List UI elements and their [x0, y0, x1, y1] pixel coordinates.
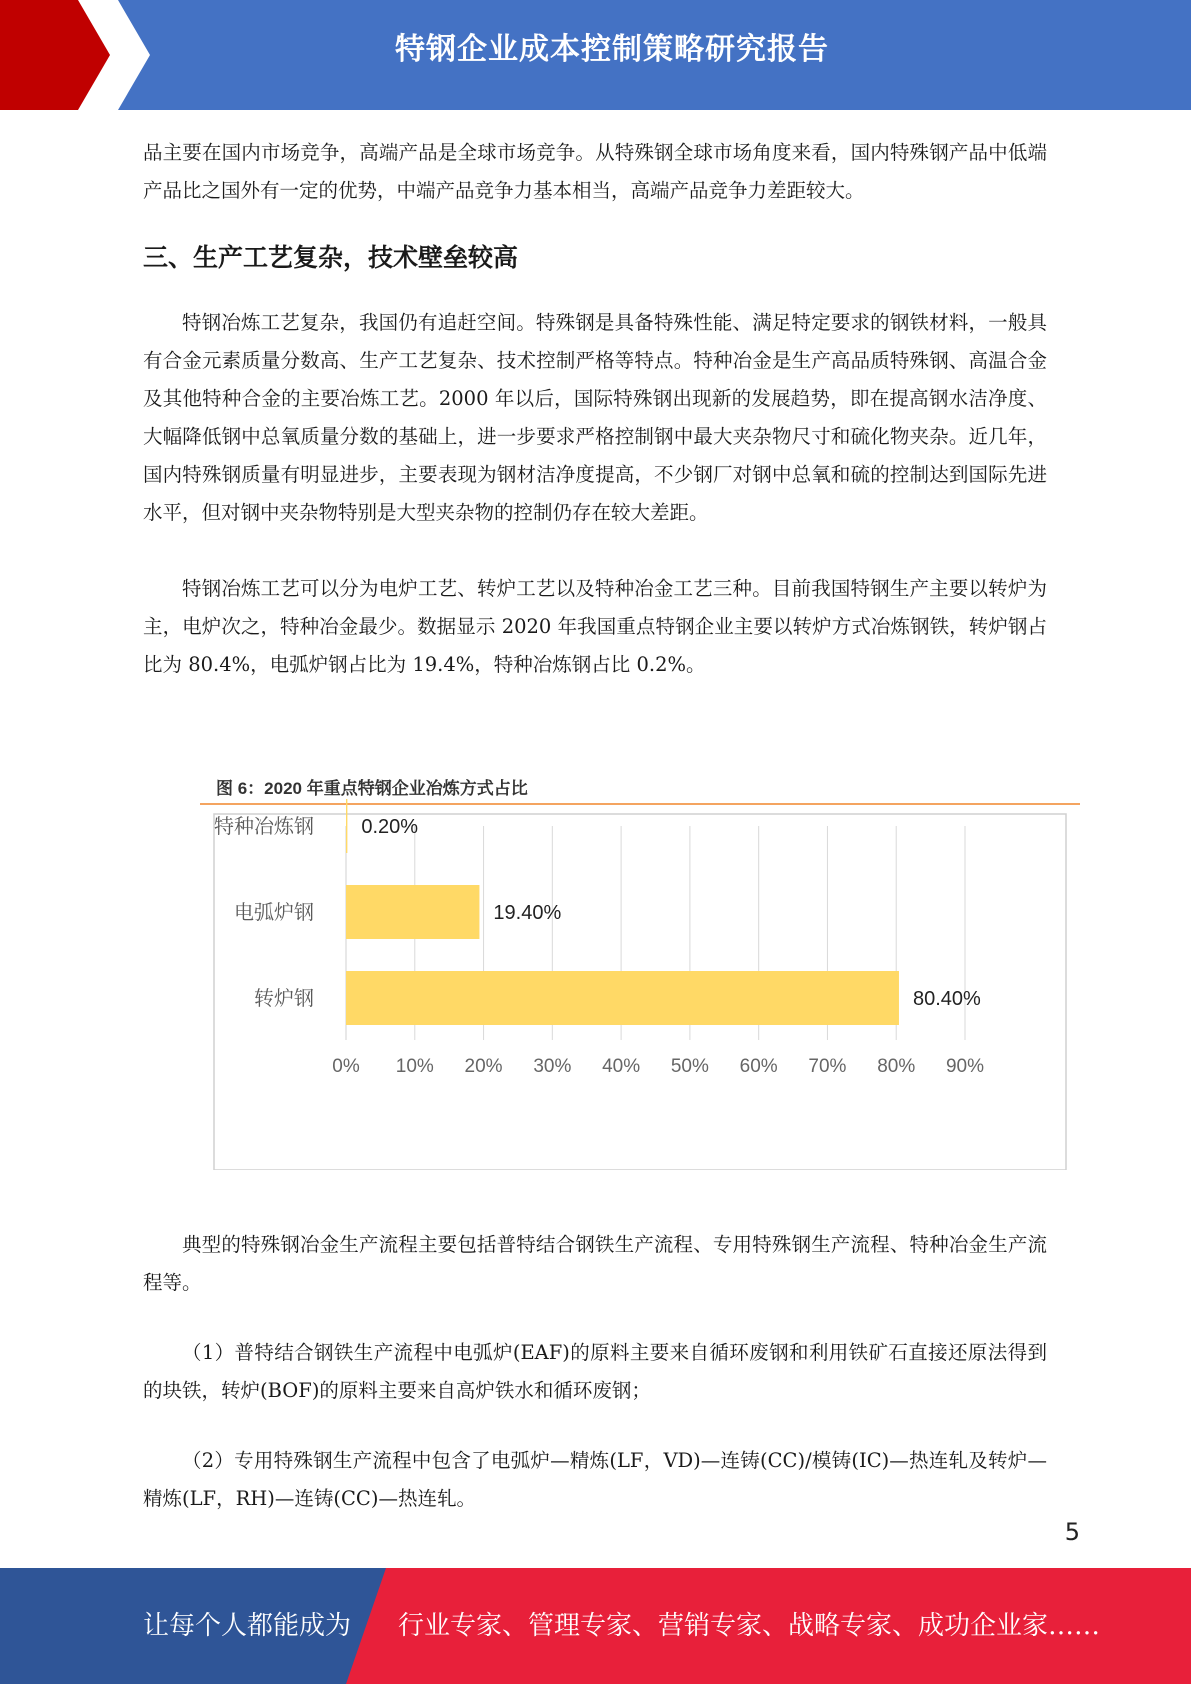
bar-1 — [346, 799, 347, 853]
category-label: 特种冶炼钢 — [214, 816, 314, 838]
x-tick-label: 70% — [808, 1056, 847, 1077]
document-body — [143, 130, 1047, 684]
section-heading: 三、生产工艺复杂，技术壁垒较高 — [143, 243, 519, 272]
paragraph-flow-1: （1）普特结合钢铁生产流程中电弧炉(EAF)的原料主要来自循环废钢和利用铁矿石直接还原法得到的块铁，转炉(BOF)的原料主要来自高炉铁水和循环废钢； — [143, 1341, 1047, 1402]
page-number: 5 — [1064, 1518, 1080, 1546]
bar-3 — [346, 971, 899, 1025]
page-header — [0, 0, 1191, 110]
x-tick-label: 50% — [670, 1056, 709, 1077]
x-tick-label: 80% — [877, 1056, 916, 1077]
data-label: 0.20% — [361, 816, 419, 838]
report-title: 特钢企业成本控制策略研究报告 — [395, 32, 829, 67]
x-tick-label: 40% — [602, 1056, 641, 1077]
bar-chart-svg — [200, 760, 1080, 1170]
category-label: 转炉钢 — [254, 988, 314, 1010]
footer-slogan-right: 行业专家、管理专家、营销专家、战略专家、成功企业家…… — [398, 1611, 1101, 1641]
data-label: 80.40% — [912, 988, 981, 1010]
document-body-continued — [143, 1226, 1047, 1518]
paragraph-typical-flows: 典型的特殊钢冶金生产流程主要包括普特结合钢铁生产流程、专用特殊钢生产流程、特种冶金生产流程等。 — [143, 1233, 1047, 1294]
category-label: 电弧炉钢 — [234, 902, 314, 924]
page-footer — [0, 1568, 1191, 1684]
x-tick-label: 30% — [533, 1056, 572, 1077]
smelting-method-chart — [200, 760, 1080, 1170]
footer-slogan-left: 让每个人都能成为 — [143, 1611, 352, 1641]
data-label: 19.40% — [493, 902, 562, 924]
x-tick-label: 60% — [739, 1056, 778, 1077]
x-tick-label: 20% — [464, 1056, 503, 1077]
paragraph-smelting-methods: 特钢冶炼工艺可以分为电炉工艺、转炉工艺以及特种冶金工艺三种。目前我国特钢生产主要以转炉为主，电炉次之，特种冶金最少。数据显示 2020 年我国重点特钢企业主要以转炉方式冶炼钢铁，转炉钢占比为 80.4%，电弧炉钢占比为 19.4%，特种冶炼钢占比 0.2%。 — [143, 577, 1047, 676]
x-tick-label: 10% — [395, 1056, 434, 1077]
bar-2 — [346, 885, 479, 939]
chart-title: 图 6：2020 年重点特钢企业冶炼方式占比 — [216, 779, 528, 798]
paragraph-process-complexity: 特钢冶炼工艺复杂，我国仍有追赶空间。特殊钢是具备特殊性能、满足特定要求的钢铁材料，一般具有合金元素质量分数高、生产工艺复杂、技术控制严格等特点。特种冶金是生产高品质特殊钢、高温合金及其他特种合金的主要冶炼工艺。2000 年以后，国际特殊钢出现新的发展趋势，即在提高钢水洁净度、大幅降低钢中总氧质量分数的基础上，进一步要求严格控制钢中最大夹杂物尺寸和硫化物夹杂。近几年，国内特殊钢质量有明显进步，主要表现为钢材洁净度提高，不少钢厂对钢中总氧和硫的控制达到国际先进水平，但对钢中夹杂物特别是大型夹杂物的控制仍存在较大差距。 — [143, 311, 1047, 524]
x-tick-label: 0% — [332, 1056, 360, 1077]
x-tick-label: 90% — [945, 1056, 985, 1077]
paragraph-flow-2: （2）专用特殊钢生产流程中包含了电弧炉—精炼(LF，VD)—连铸(CC)/模铸(IC)—热连轧及转炉—精炼(LF，RH)—连铸(CC)—热连轧。 — [143, 1449, 1047, 1510]
paragraph-market-competition: 品主要在国内市场竞争，高端产品是全球市场竞争。从特殊钢全球市场角度来看，国内特殊钢产品中低端产品比之国外有一定的优势，中端产品竞争力基本相当，高端产品竞争力差距较大。 — [143, 141, 1047, 202]
